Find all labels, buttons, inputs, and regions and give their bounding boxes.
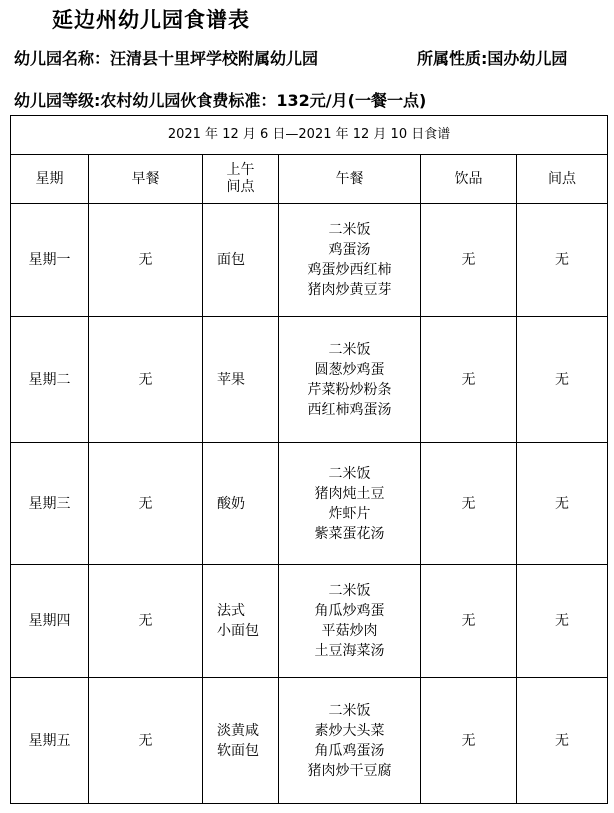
- am-snack-cell: [203, 317, 279, 443]
- lunch-line: 平菇炒肉: [321, 623, 378, 639]
- table-row: [11, 317, 608, 443]
- am-snack-cell: [203, 443, 279, 565]
- lunch-cell: [279, 678, 421, 804]
- weekday-cell: 星期二: [11, 317, 89, 443]
- lunch-line: 猪肉炒干豆腐: [307, 762, 392, 779]
- table-row: [11, 678, 608, 804]
- header-am-snack: [203, 155, 279, 204]
- lunch-cell: [279, 204, 421, 317]
- breakfast-cell: 无: [89, 565, 203, 678]
- lunch-line: 西红柿鸡蛋汤: [307, 401, 392, 418]
- weekday-cell: 星期四: [11, 565, 89, 678]
- lunch-line: 猪肉炒黄豆芽: [307, 282, 392, 298]
- lunch-line: 二米饭: [328, 341, 371, 358]
- kindergarten-nature: 所属性质:国办幼儿园: [417, 49, 568, 68]
- kindergarten-grade-fee: 幼儿园等级:农村幼儿园伙食费标准：132元/月(一餐一点): [14, 91, 427, 110]
- am-snack-cell: [203, 565, 279, 678]
- lunch-line: 土豆海菜汤: [314, 643, 385, 659]
- lunch-cell: [279, 443, 421, 565]
- snack-line: 软面包: [217, 742, 259, 759]
- weekday-cell: 星期三: [11, 443, 89, 565]
- lunch-cell: [279, 317, 421, 443]
- snack-line: 苹果: [217, 371, 245, 388]
- lunch-cell: [279, 565, 421, 678]
- snack-line: 法式: [217, 603, 245, 619]
- breakfast-cell: 无: [89, 317, 203, 443]
- lunch-line: 角瓜鸡蛋汤: [314, 742, 385, 759]
- table-row: [11, 204, 608, 317]
- drink-cell: 无: [421, 565, 517, 678]
- lunch-line: 芹菜粉炒粉条: [307, 381, 392, 398]
- page-title: 延边州幼儿园食谱表: [52, 8, 250, 32]
- lunch-line: 素炒大头菜: [314, 722, 385, 739]
- breakfast-cell: 无: [89, 204, 203, 317]
- header-drink: 饮品: [421, 155, 517, 204]
- pm-snack-cell: 无: [517, 317, 608, 443]
- weekday-cell: 星期五: [11, 678, 89, 804]
- lunch-line: 角瓜炒鸡蛋: [314, 603, 385, 619]
- snack-line: 小面包: [217, 623, 259, 639]
- header-am-snack-line1: 上午: [226, 162, 255, 178]
- lunch-line: 炸虾片: [328, 505, 371, 522]
- drink-cell: 无: [421, 204, 517, 317]
- header-breakfast: 早餐: [89, 155, 203, 204]
- pm-snack-cell: 无: [517, 204, 608, 317]
- drink-cell: 无: [421, 443, 517, 565]
- table-row: [11, 443, 608, 565]
- lunch-line: 猪肉炖土豆: [314, 485, 385, 502]
- lunch-line: 二米饭: [328, 583, 371, 599]
- lunch-line: 二米饭: [328, 465, 371, 482]
- lunch-line: 二米饭: [328, 702, 371, 719]
- am-snack-cell: [203, 204, 279, 317]
- lunch-line: 鸡蛋汤: [328, 242, 371, 258]
- snack-line: 酸奶: [217, 495, 245, 512]
- snack-line: 淡黄咸: [217, 722, 259, 739]
- pm-snack-cell: 无: [517, 443, 608, 565]
- drink-cell: 无: [421, 317, 517, 443]
- lunch-line: 圆葱炒鸡蛋: [314, 361, 385, 378]
- breakfast-cell: 无: [89, 678, 203, 804]
- header-am-snack-line2: 间点: [226, 179, 255, 195]
- table-header-row: [11, 155, 608, 204]
- header-weekday: 星期: [11, 155, 89, 204]
- table-row: [11, 565, 608, 678]
- lunch-line: 鸡蛋炒西红柿: [307, 262, 392, 278]
- pm-snack-cell: 无: [517, 678, 608, 804]
- weekday-cell: 星期一: [11, 204, 89, 317]
- table-caption: 2021 年 12 月 6 日—2021 年 12 月 10 日食谱: [11, 116, 608, 155]
- breakfast-cell: 无: [89, 443, 203, 565]
- snack-line: 面包: [217, 252, 245, 268]
- am-snack-cell: [203, 678, 279, 804]
- pm-snack-cell: 无: [517, 565, 608, 678]
- drink-cell: 无: [421, 678, 517, 804]
- menu-table: [10, 115, 608, 804]
- kindergarten-name: 幼儿园名称：汪清县十里坪学校附属幼儿园: [14, 49, 319, 68]
- lunch-line: 紫菜蛋花汤: [314, 525, 385, 542]
- header-pm-snack: 间点: [517, 155, 608, 204]
- header-lunch: 午餐: [279, 155, 421, 204]
- lunch-line: 二米饭: [328, 222, 371, 238]
